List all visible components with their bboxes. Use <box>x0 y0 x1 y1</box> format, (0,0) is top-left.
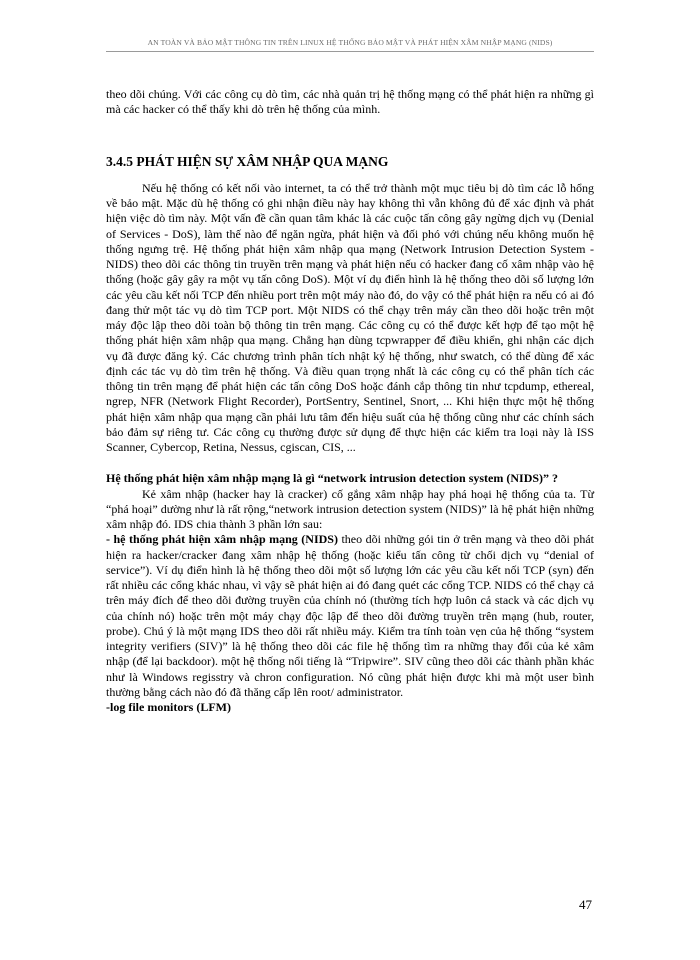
nids-paragraph <box>106 532 594 700</box>
nids-description: theo dõi những gói tin ở trên mạng và theo dõi phát hiện ra hacker/cracker đang xâm nhập hệ thống (hoặc kiểu tấn công từ chối dịch vụ “denial of service”). Ví dụ điển hình là hệ thống theo dõi một số lượng lớn các yêu cầu kết nối TCP (syn) đến rất nhiều các cổng khác nhau, vì vậy sẽ phát hiện ai đó đang quét các cổng TCP. NIDS có thể chạy cả trên máy đích để theo dõi đường truyền của chính nó (thường tích hợp luôn cả stack và các dịch vụ của chính nó) hoặc trên một máy chạy độc lập để theo dõi đường truyền trên mạng (hub, router, probe). Chú ý là một mạng IDS theo dõi rất nhiều máy. Kiểm tra tính toàn vẹn của hệ thống “system integrity verifiers (SIV)” là hệ thống theo dõi các file hệ thống tìm ra những thay đổi của kẻ xâm nhập (để lại backdoor). một hệ thống nổi tiếng là “Tripwire”. SIV cũng theo dõi các thành phần khác như là Windows regisstry và chron configuration. Nó cũng phát hiện được khi mà một user bình thường bằng cách nào đó đã thăng cấp lên root/ administrator. <box>106 532 594 699</box>
section-heading: 3.4.5 PHÁT HIỆN SỰ XÂM NHẬP QUA MẠNG <box>106 153 389 169</box>
lfm-heading: -log file monitors (LFM) <box>106 700 231 714</box>
header-rule <box>106 51 594 52</box>
question-body-paragraph: Kẻ xâm nhập (hacker hay là cracker) cố gắng xâm nhập hay phá hoại hệ thống của ta. Từ “phá hoại” dường như là rất rộng,“network intrusion detection system (NIDS)” là hệ phát hiện những xâm nhập đó. IDS chia thành 3 phần lớn sau: <box>106 486 594 531</box>
section-body-paragraph: Nếu hệ thống có kết nối vào internet, ta có thể trở thành một mục tiêu bị dò tìm các lỗ hổng về bảo mật. Mặc dù hệ thống có ghi nhận điều này hay không thì vẫn không đủ để xác định và phát hiện việc dò tìm này. Một vấn đề cần quan tâm khác là các cuộc tấn công gây ngừng dịch vụ (Denial of Services - DoS), làm thế nào để ngăn ngừa, phát hiện và đối phó với chúng nếu không muốn hệ thống ngưng trệ. Hệ thống phát hiện xâm nhập qua mạng (Network Intrusion Detection System - NIDS) theo dõi các thông tin truyền trên mạng và phát hiện nếu có hacker đang cố xâm nhập vào hệ thống (hoặc gây gây ra một vụ tấn công DoS). Một ví dụ điển hình là hệ thống theo dõi số lượng lớn các yêu cầu kết nối TCP đến nhiều port trên một máy nào đó, do vậy có thể phát hiện ra nếu có ai đó đang thử một tác vụ dò tìm TCP port. Một NIDS có thể chạy trên máy cần theo dõi hoặc trên một máy độc lập theo dõi toàn bộ thông tin trên mạng. Các công cụ có thể được kết hợp để tạo một hệ thống phát hiện xâm nhập qua mạng. Chẳng hạn dùng tcpwrapper để điều khiển, ghi nhận các dịch vụ đã được đăng ký. Các chương trình phân tích nhật ký hệ thống, như swatch, có thể dùng để xác định các tác vụ dò tìm trên hệ thống. Và điều quan trọng nhất là các công cụ có thể phân tích các thông tin trên mạng để phát hiện các tấn công DoS hoặc đánh cắp thông tin như tcpdump, ethereal, ngrep, NFR (Network Flight Recorder), PortSentry, Sentinel, Snort, ... Khi hiện thực một hệ thống phát hiện xâm nhập qua mạng cần phải lưu tâm đến hiệu suất của hệ thống cũng như các chính sách bảo đảm sự riêng tư. Các công cụ thường được sử dụng để thực hiện các kiểm tra loại này là ISS Scanner, Cybercop, Retina, Nessus, cgiscan, CIS, ... <box>106 180 594 454</box>
nids-term: - hệ thống phát hiện xâm nhập mạng (NIDS) <box>106 532 338 547</box>
question-heading: Hệ thống phát hiện xâm nhập mạng là gì “network intrusion detection system (NIDS)” ? <box>106 471 559 486</box>
running-header: AN TOÀN VÀ BẢO MẬT THÔNG TIN TRÊN LINUX HỆ THỐNG BẢO MẬT VÀ PHÁT HIỆN XÂM NHẬP MẠNG (NIDS) <box>147 38 553 47</box>
page-content <box>106 87 594 715</box>
page-number: 47 <box>579 897 592 912</box>
intro-paragraph: theo dõi chúng. Với các công cụ dò tìm, các nhà quản trị hệ thống mạng có thể phát hiện ra những gì mà các hacker có thể thấy khi dò trên hệ thống của mình. <box>106 87 594 117</box>
